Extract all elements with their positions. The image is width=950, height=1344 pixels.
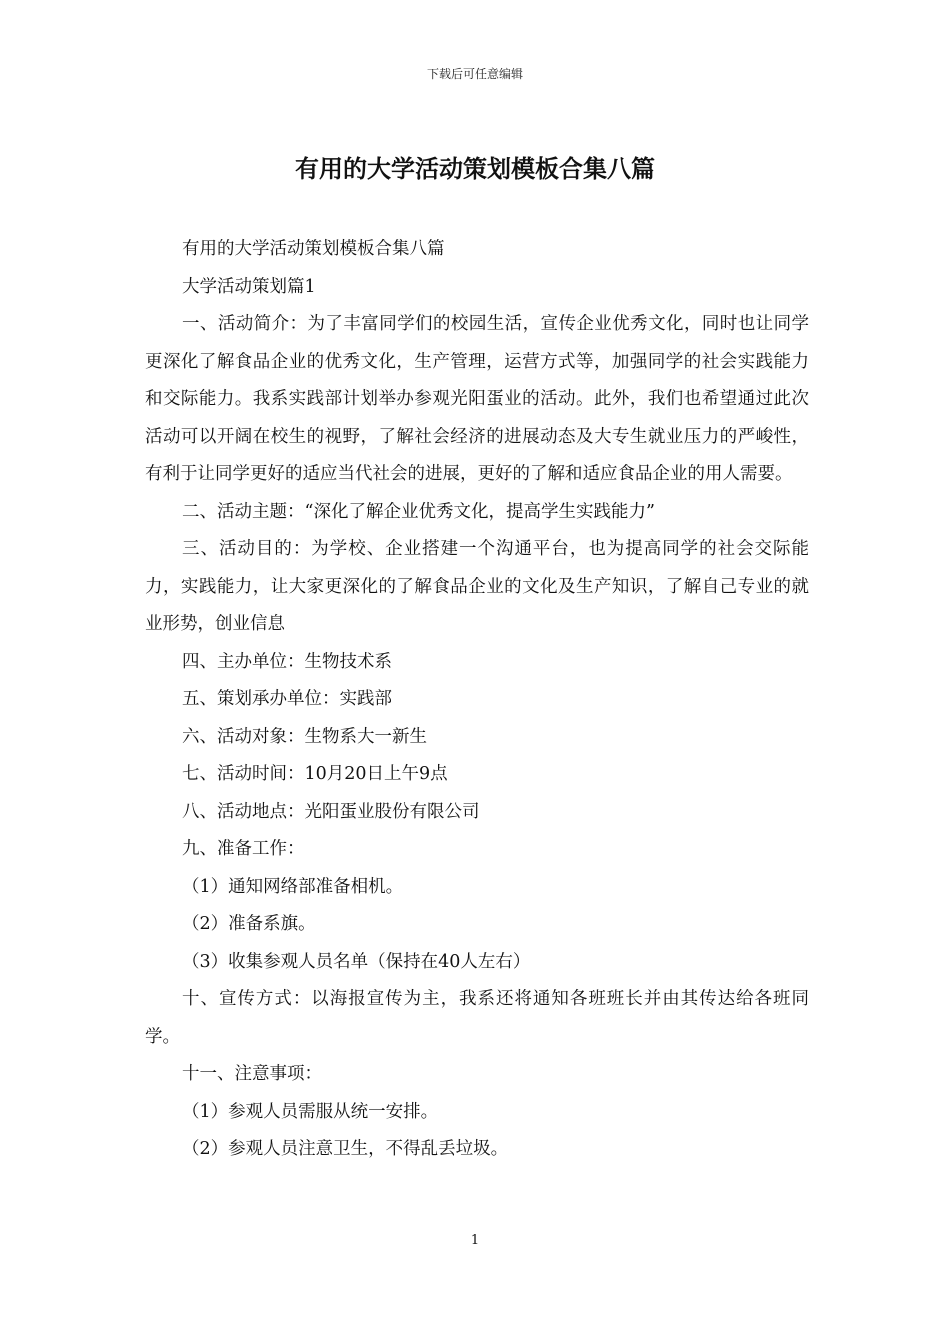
list-item: （2）准备系旗。 xyxy=(182,914,316,934)
paragraph-publicity: 十、宣传方式：以海报宣传为主，我系还将通知各班班长并由其传达给各班同学。 xyxy=(145,989,809,1047)
paragraph-preparation: 九、准备工作： xyxy=(182,839,305,859)
document-body xyxy=(145,231,809,1169)
paragraph-time: 七、活动时间：10月20日上午9点 xyxy=(182,764,448,784)
paragraph-purpose: 三、活动目的：为学校、企业搭建一个沟通平台，也为提高同学的社会交际能力，实践能力，让大家更深化的了解食品企业的文化及生产知识，了解自己专业的就业形势，创业信息 xyxy=(145,539,809,634)
paragraph-section-heading: 大学活动策划篇1 xyxy=(182,276,316,297)
paragraph-audience: 六、活动对象：生物系大一新生 xyxy=(182,726,427,747)
page-number: 1 xyxy=(470,1233,480,1248)
paragraph-theme: 二、活动主题：“深化了解企业优秀文化，提高学生实践能力” xyxy=(182,501,655,522)
document-title: 有用的大学活动策划模板合集八篇 xyxy=(295,155,655,183)
page-header-note: 下载后可任意编辑 xyxy=(426,67,523,81)
paragraph-location: 八、活动地点：光阳蛋业股份有限公司 xyxy=(182,801,480,822)
list-item: （2）参观人员注意卫生，不得乱丢垃圾。 xyxy=(182,1139,509,1159)
list-item: （3）收集参观人员名单（保持在40人左右） xyxy=(182,951,531,972)
paragraph-subtitle: 有用的大学活动策划模板合集八篇 xyxy=(182,239,445,259)
paragraph-notes: 十一、注意事项： xyxy=(182,1064,322,1084)
list-item: （1）通知网络部准备相机。 xyxy=(182,876,404,897)
list-item: （1）参观人员需服从统一安排。 xyxy=(182,1101,439,1122)
paragraph-organizer: 四、主办单位：生物技术系 xyxy=(182,651,392,672)
paragraph-undertaker: 五、策划承办单位：实践部 xyxy=(182,689,392,709)
paragraph-intro: 一、活动简介：为了丰富同学们的校园生活，宣传企业优秀文化，同时也让同学更深化了解食品企业的优秀文化，生产管理，运营方式等，加强同学的社会实践能力和交际能力。我系实践部计划举办参观光阳蛋业的活动。此外，我们也希望通过此次活动可以开阔在校生的视野，了解社会经济的进展动态及大专生就业压力的严峻性，有利于让同学更好的适应当代社会的进展，更好的了解和适应食品企业的用人需要。 xyxy=(145,314,809,484)
